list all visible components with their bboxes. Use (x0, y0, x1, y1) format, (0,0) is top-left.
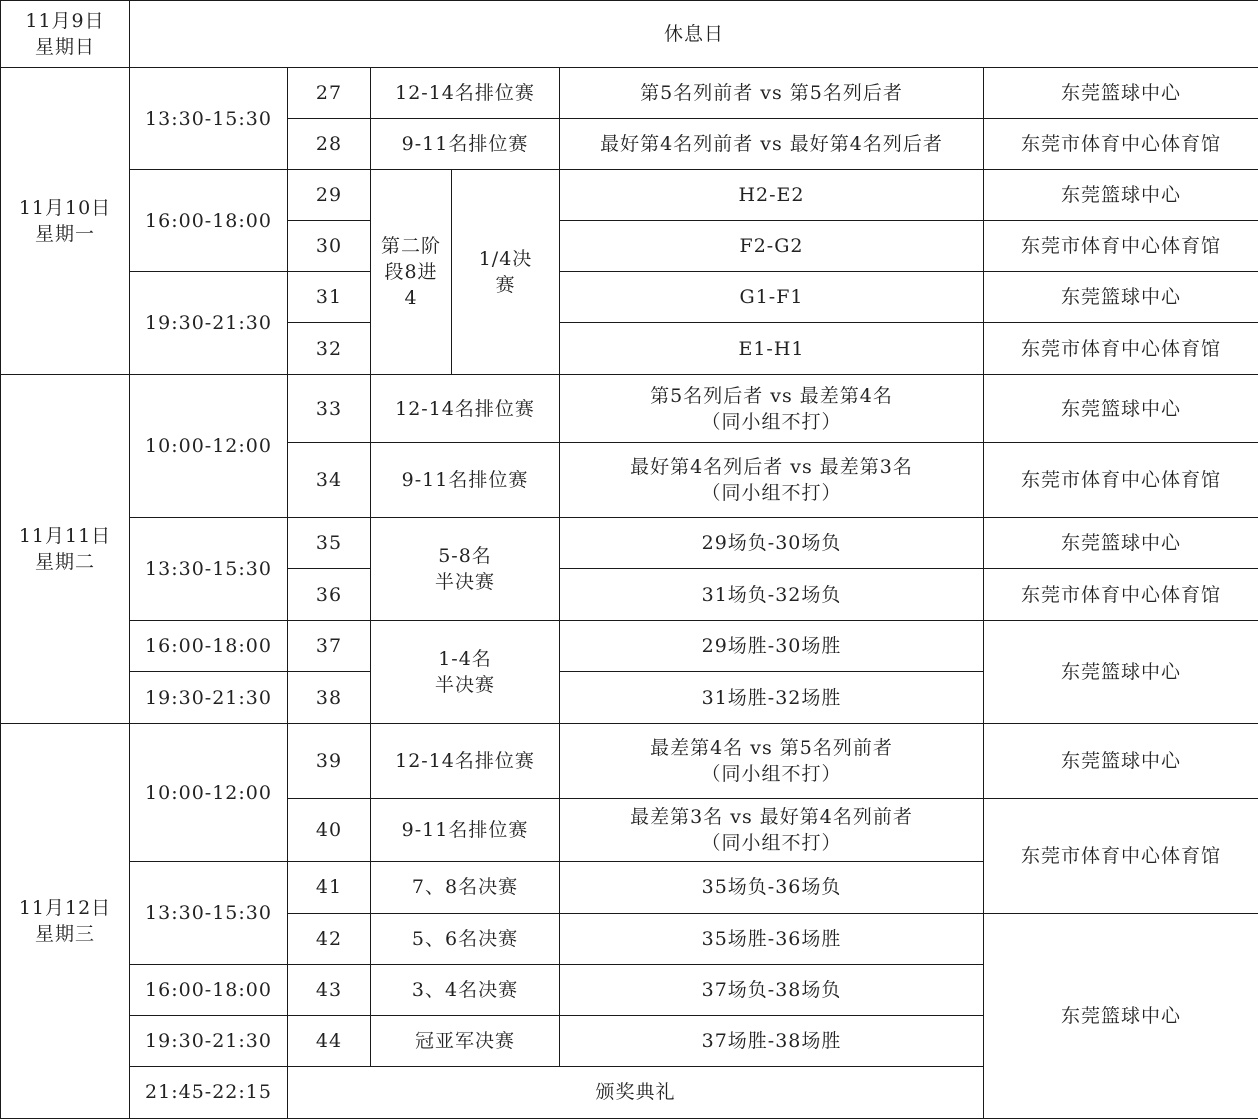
stage-cell: 1/4决赛 (452, 170, 560, 375)
match-number: 35 (288, 518, 371, 569)
venue-cell: 东莞篮球中心 (984, 621, 1258, 724)
rest-day-label: 休息日 (130, 1, 1258, 68)
match-number: 38 (288, 672, 371, 724)
table-row (1, 1, 1258, 68)
time-cell: 19:30-21:30 (130, 1015, 288, 1066)
teams-cell: 29场胜-30场胜 (560, 621, 984, 672)
teams-cell: 31场负-32场负 (560, 569, 984, 621)
match-number: 40 (288, 798, 371, 861)
venue-cell: 东莞市体育中心体育馆 (984, 798, 1258, 913)
teams-cell: 最差第3名 vs 最好第4名列前者 （同小组不打） (560, 798, 984, 861)
venue-cell: 东莞篮球中心 (984, 375, 1258, 443)
venue-cell: 东莞市体育中心体育馆 (984, 569, 1258, 621)
venue-cell: 东莞篮球中心 (984, 68, 1258, 119)
match-number: 41 (288, 861, 371, 913)
venue-cell: 东莞市体育中心体育馆 (984, 323, 1258, 375)
teams-cell: 29场负-30场负 (560, 518, 984, 569)
teams-cell: 35场胜-36场胜 (560, 913, 984, 964)
teams-cell: 35场负-36场负 (560, 861, 984, 913)
teams-cell: 最好第4名列前者 vs 最好第4名列后者 (560, 119, 984, 170)
stage-cell: 12-14名排位赛 (371, 68, 560, 119)
teams-cell: H2-E2 (560, 170, 984, 221)
time-cell: 10:00-12:00 (130, 375, 288, 518)
venue-cell: 东莞市体育中心体育馆 (984, 119, 1258, 170)
time-cell: 16:00-18:00 (130, 621, 288, 672)
stage-cell: 冠亚军决赛 (371, 1015, 560, 1066)
teams-cell: 37场负-38场负 (560, 964, 984, 1015)
match-number: 29 (288, 170, 371, 221)
match-number: 33 (288, 375, 371, 443)
time-cell: 21:45-22:15 (130, 1066, 288, 1118)
stage-cell: 5、6名决赛 (371, 913, 560, 964)
table-row (1, 375, 1258, 443)
match-number: 39 (288, 724, 371, 798)
venue-cell: 东莞篮球中心 (984, 724, 1258, 798)
venue-cell: 东莞篮球中心 (984, 913, 1258, 1118)
time-cell: 13:30-15:30 (130, 68, 288, 170)
date-cell: 11月9日 星期日 (1, 1, 130, 68)
match-number: 36 (288, 569, 371, 621)
time-cell: 19:30-21:30 (130, 672, 288, 724)
match-number: 42 (288, 913, 371, 964)
venue-cell: 东莞市体育中心体育馆 (984, 443, 1258, 518)
match-number: 37 (288, 621, 371, 672)
match-number: 28 (288, 119, 371, 170)
teams-cell: 第5名列后者 vs 最差第4名 （同小组不打） (560, 375, 984, 443)
stage-cell: 9-11名排位赛 (371, 443, 560, 518)
date-cell: 11月11日 星期二 (1, 375, 130, 724)
time-cell: 16:00-18:00 (130, 170, 288, 272)
stage-cell: 12-14名排位赛 (371, 375, 560, 443)
match-number: 27 (288, 68, 371, 119)
match-number: 43 (288, 964, 371, 1015)
teams-cell: F2-G2 (560, 221, 984, 272)
match-number: 44 (288, 1015, 371, 1066)
teams-cell: 最好第4名列后者 vs 最差第3名 （同小组不打） (560, 443, 984, 518)
time-cell: 16:00-18:00 (130, 964, 288, 1015)
teams-cell: E1-H1 (560, 323, 984, 375)
stage-cell: 3、4名决赛 (371, 964, 560, 1015)
teams-cell: 37场胜-38场胜 (560, 1015, 984, 1066)
stage-cell: 12-14名排位赛 (371, 724, 560, 798)
venue-cell: 东莞篮球中心 (984, 170, 1258, 221)
match-number: 34 (288, 443, 371, 518)
venue-cell: 东莞篮球中心 (984, 518, 1258, 569)
date-cell: 11月12日 星期三 (1, 724, 130, 1119)
time-cell: 10:00-12:00 (130, 724, 288, 861)
table-row (1, 621, 1258, 672)
stage-cell: 9-11名排位赛 (371, 119, 560, 170)
teams-cell: 最差第4名 vs 第5名列前者 （同小组不打） (560, 724, 984, 798)
stage-cell: 9-11名排位赛 (371, 798, 560, 861)
venue-cell: 东莞篮球中心 (984, 272, 1258, 323)
table-row (1, 518, 1258, 569)
table-row (1, 68, 1258, 119)
table-row (1, 724, 1258, 798)
stage-cell: 第二阶段8进4 (371, 170, 452, 375)
time-cell: 19:30-21:30 (130, 272, 288, 375)
stage-cell: 1-4名 半决赛 (371, 621, 560, 724)
ceremony-label: 颁奖典礼 (288, 1066, 984, 1118)
time-cell: 13:30-15:30 (130, 518, 288, 621)
match-number: 31 (288, 272, 371, 323)
stage-cell: 7、8名决赛 (371, 861, 560, 913)
teams-cell: 第5名列前者 vs 第5名列后者 (560, 68, 984, 119)
date-cell: 11月10日 星期一 (1, 68, 130, 375)
time-cell: 13:30-15:30 (130, 861, 288, 964)
table-row (1, 272, 1258, 323)
teams-cell: 31场胜-32场胜 (560, 672, 984, 724)
match-number: 30 (288, 221, 371, 272)
match-number: 32 (288, 323, 371, 375)
venue-cell: 东莞市体育中心体育馆 (984, 221, 1258, 272)
teams-cell: G1-F1 (560, 272, 984, 323)
table-row (1, 170, 1258, 221)
stage-cell: 5-8名 半决赛 (371, 518, 560, 621)
